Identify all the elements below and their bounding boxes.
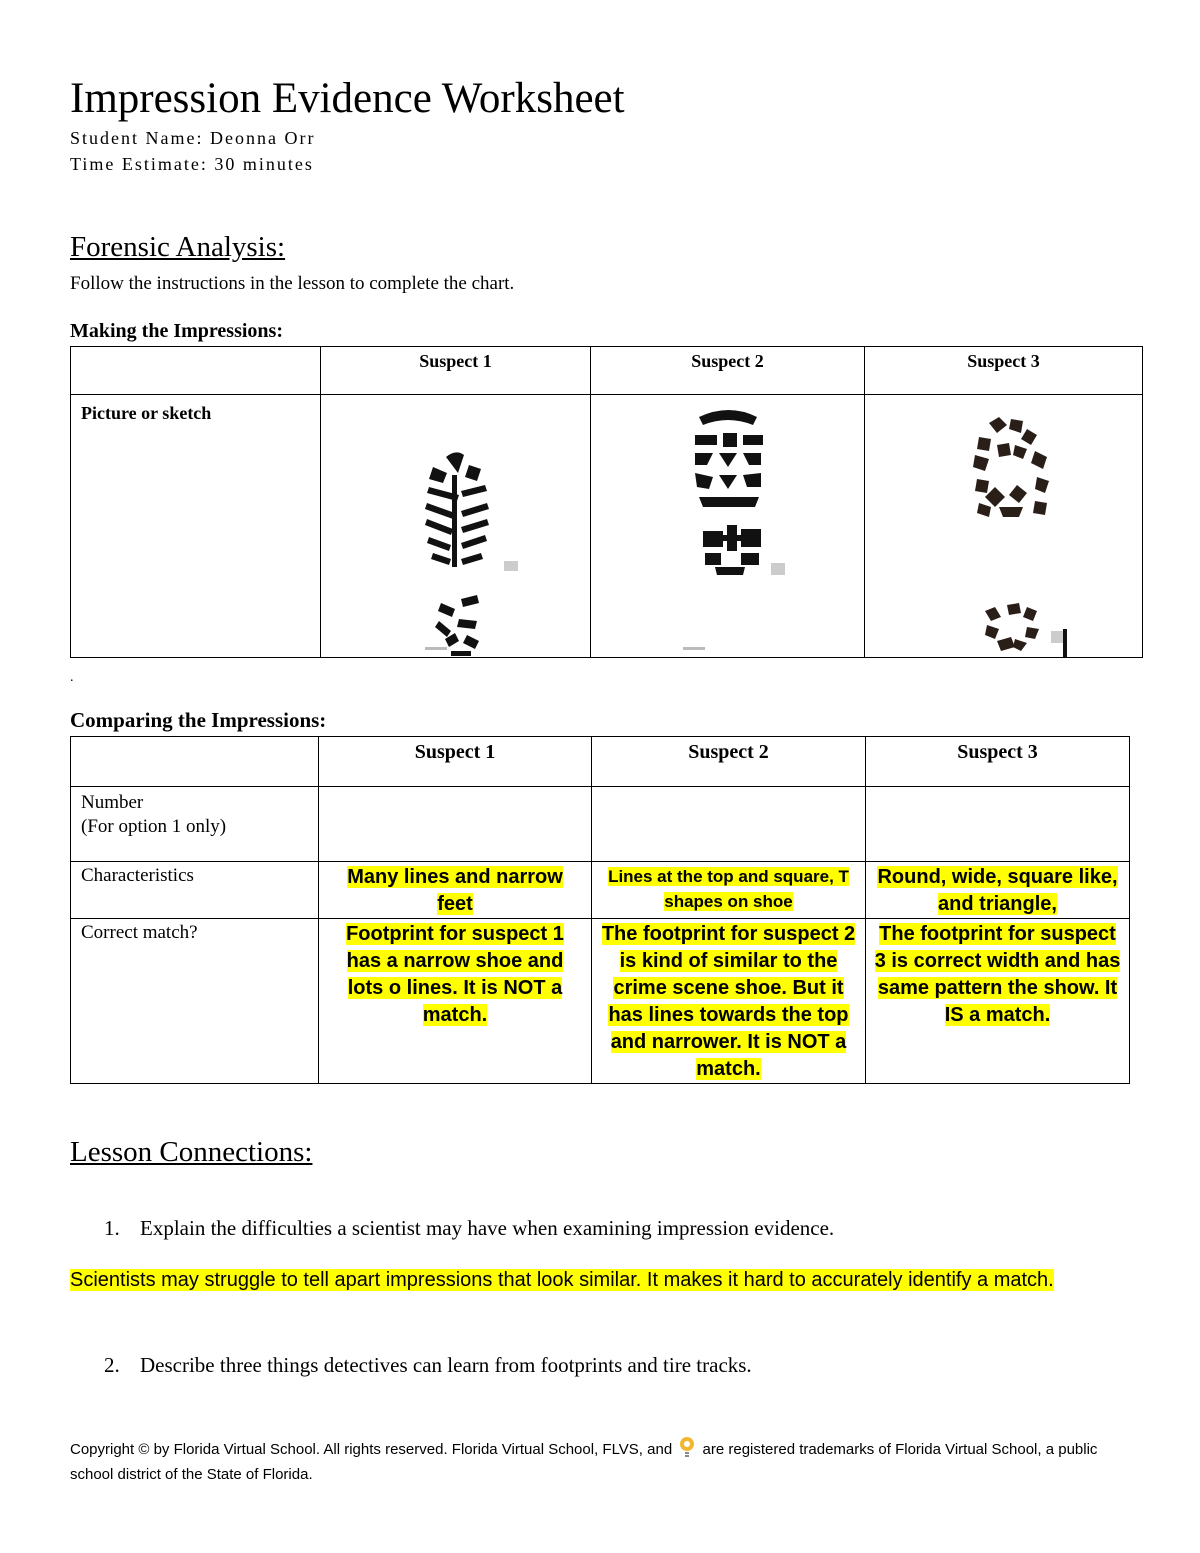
empty-header-cell [71, 347, 321, 395]
answer-text: Footprint for suspect 1 has a narrow shoe and lots o lines. It is NOT a match. [346, 923, 564, 1026]
suspect-1-shoeprint-cell [321, 395, 591, 658]
question-text: Explain the difficulties a scientist may have when examining impression evidence. [140, 1216, 835, 1240]
suspect-1-shoeprint-image [321, 395, 591, 658]
column-header-suspect-3: Suspect 3 [865, 347, 1143, 395]
forensic-analysis-heading: Forensic Analysis: [70, 231, 286, 263]
answer-text: Scientists may struggle to tell apart impressions that look similar. It makes it hard to accurately identify a match. [70, 1269, 1054, 1291]
comparing-impressions-label: Comparing the Impressions: [70, 708, 327, 732]
empty-header-cell [71, 737, 319, 787]
characteristics-suspect-3 [866, 862, 1130, 919]
row-label-line: (For option 1 only) [81, 816, 227, 837]
suspect-3-shoeprint-image [865, 395, 1143, 658]
time-estimate: Time Estimate: 30 minutes [70, 154, 314, 174]
answer-text: Many lines and narrow feet [347, 866, 563, 915]
instructions-text: Follow the instructions in the lesson to complete the chart. [70, 273, 515, 294]
question-number: 1. [104, 1216, 120, 1240]
column-header-suspect-1: Suspect 1 [321, 347, 591, 395]
comparing-impressions-table [70, 736, 1130, 1084]
footer-text: Copyright © by Florida Virtual School. All rights reserved. Florida Virtual School, FLVS, and [70, 1441, 673, 1458]
lesson-connections-heading: Lesson Connections: [70, 1136, 313, 1168]
answer-1 [70, 1264, 1130, 1297]
stray-period: . [70, 670, 74, 685]
table-header-row [71, 737, 1130, 787]
question-text: Describe three things detectives can learn from footprints and tire tracks. [140, 1353, 752, 1377]
suspect-3-shoeprint-cell [865, 395, 1143, 658]
row-label-line: Number [81, 792, 144, 813]
suspect-2-shoeprint-cell [591, 395, 865, 658]
column-header-suspect-3: Suspect 3 [866, 737, 1130, 787]
characteristics-suspect-1 [319, 862, 592, 919]
answer-text: Lines at the top and square, T shapes on shoe [608, 867, 849, 911]
question-2 [104, 1353, 752, 1378]
column-header-suspect-2: Suspect 2 [592, 737, 866, 787]
question-number: 2. [104, 1353, 120, 1377]
copyright-footer [70, 1436, 1130, 1487]
correct-match-suspect-2 [592, 919, 866, 1084]
correct-match-suspect-3 [866, 919, 1130, 1084]
row-label-correct-match: Correct match? [71, 919, 319, 1084]
number-cell-suspect-3 [866, 787, 1130, 862]
table-row [71, 395, 1143, 658]
column-header-suspect-1: Suspect 1 [319, 737, 592, 787]
table-row [71, 787, 1130, 862]
correct-match-suspect-1 [319, 919, 592, 1084]
making-impressions-table [70, 346, 1143, 658]
page-title: Impression Evidence Worksheet [70, 75, 625, 122]
number-cell-suspect-1 [319, 787, 592, 862]
table-row [71, 919, 1130, 1084]
picture-sketch-label: Picture or sketch [71, 395, 321, 658]
making-impressions-label: Making the Impressions: [70, 320, 283, 342]
row-label-characteristics: Characteristics [71, 862, 319, 919]
table-row [71, 862, 1130, 919]
footer-text: are registered trademarks of Florida Virtual School, a public school district of the State of Florida. [70, 1441, 1098, 1483]
answer-text: The footprint for suspect 2 is kind of similar to the crime scene shoe. But it has lines towards the top and narrower. It is NOT a match. [601, 923, 856, 1080]
answer-text: Round, wide, square like, and triangle, [877, 866, 1118, 915]
column-header-suspect-2: Suspect 2 [591, 347, 865, 395]
student-name: Student Name: Deonna Orr [70, 128, 316, 148]
flvs-logo-icon [678, 1436, 696, 1458]
suspect-2-shoeprint-image [591, 395, 865, 658]
answer-text: The footprint for suspect 3 is correct width and has same pattern the show. It IS a match. [874, 923, 1121, 1026]
characteristics-suspect-2 [592, 862, 866, 919]
table-header-row [71, 347, 1143, 395]
row-label-number [71, 787, 319, 862]
question-1 [104, 1216, 834, 1241]
number-cell-suspect-2 [592, 787, 866, 862]
